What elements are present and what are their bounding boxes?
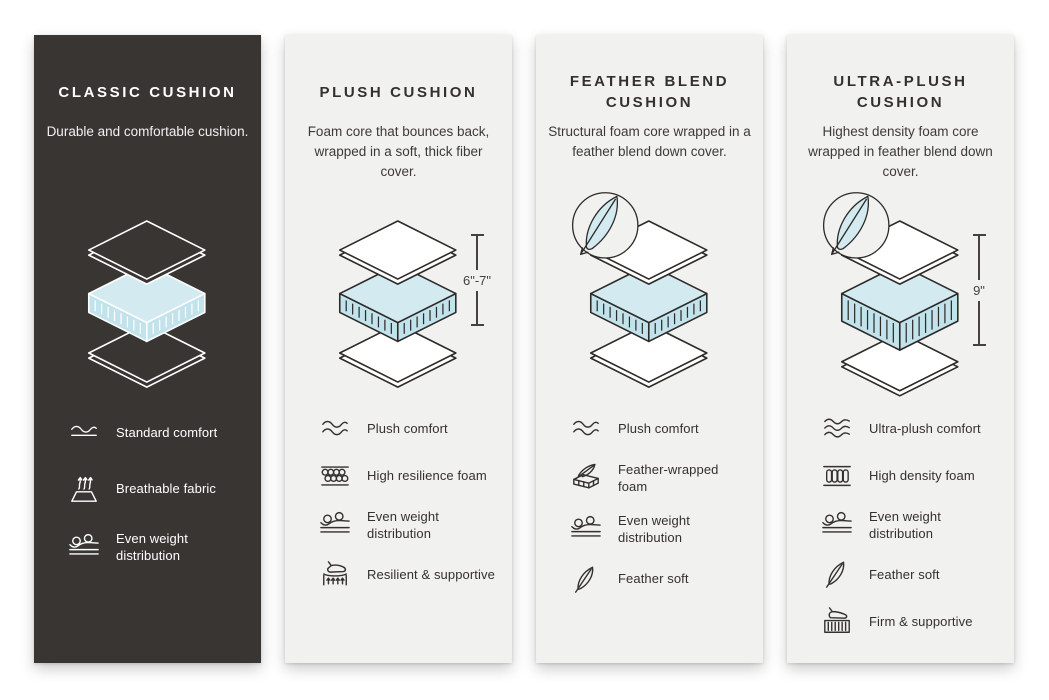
feature-row (315, 508, 498, 542)
even-weight-icon (65, 532, 103, 562)
layered-cushion-feather-icon (569, 192, 730, 398)
card-description: Structural foam core wrapped in a feather blend down cover. (548, 124, 751, 159)
feature-row (64, 474, 247, 504)
feature-label: Feather soft (869, 566, 940, 582)
feature-row (64, 418, 247, 448)
cushion-illustration (46, 188, 249, 402)
density-foam-icon (818, 461, 856, 491)
even-weight-icon (818, 510, 856, 540)
measure-line (978, 301, 980, 345)
feature-row (566, 564, 749, 594)
cushion-card-ultra-plush (787, 35, 1014, 663)
feature-list (799, 414, 1002, 636)
feather-foam-icon (567, 463, 605, 493)
feature-row (315, 461, 498, 491)
measure-label: 6"-7" (462, 272, 492, 288)
card-description: Highest density foam core wrapped in feather blend down cover. (808, 124, 993, 179)
feature-label: Plush comfort (618, 421, 699, 437)
card-title: PLUSH CUSHION (319, 83, 478, 101)
measure-line (978, 236, 980, 280)
wave-icon (567, 414, 605, 444)
feature-row (566, 414, 749, 444)
feature-label: Feather soft (618, 571, 689, 587)
feature-label: Even weight distribution (116, 531, 188, 564)
card-title: FEATHER BLEND CUSHION (569, 73, 730, 111)
card-title: ULTRA-PLUSH CUSHION (833, 73, 968, 111)
wave-icon (818, 414, 856, 444)
height-measure (458, 234, 496, 326)
feature-label: High resilience foam (367, 468, 487, 484)
feature-row (817, 414, 1000, 444)
firm-supportive-icon (818, 606, 856, 636)
cushion-illustration (799, 188, 1002, 402)
feature-label: Even weight distribution (869, 509, 941, 542)
feature-list (297, 414, 500, 589)
feature-label: Breathable fabric (116, 481, 216, 497)
feather-icon (818, 559, 856, 589)
cushion-card-plush (285, 35, 512, 663)
resilient-supportive-icon (316, 559, 354, 589)
feature-label: Plush comfort (367, 421, 448, 437)
feature-row (566, 461, 749, 495)
even-weight-icon (567, 514, 605, 544)
feature-label: Firm & supportive (869, 613, 973, 629)
feature-row (315, 414, 498, 444)
measure-line (476, 291, 478, 325)
wave-icon (65, 418, 103, 448)
feature-row (64, 530, 247, 564)
feature-label: Ultra-plush comfort (869, 421, 981, 437)
even-weight-icon (316, 510, 354, 540)
feature-list (46, 418, 249, 564)
feature-row (817, 606, 1000, 636)
feature-label: Standard comfort (116, 425, 218, 441)
feature-label: Even weight distribution (367, 509, 439, 542)
cushion-card-feather-blend (536, 35, 763, 663)
feature-label: Feather-wrapped foam (618, 462, 719, 495)
feature-label: High density foam (869, 468, 975, 484)
feature-list (548, 414, 751, 594)
wave-icon (316, 414, 354, 444)
measure-cap (973, 344, 986, 346)
cushion-illustration (548, 188, 751, 402)
layered-cushion-feather-icon (820, 192, 981, 398)
cushion-illustration (297, 188, 500, 402)
feature-row (315, 559, 498, 589)
layered-cushion-icon (318, 192, 479, 398)
measure-line (476, 236, 478, 270)
resilience-foam-icon (316, 461, 354, 491)
feature-row (817, 461, 1000, 491)
feature-label: Even weight distribution (618, 513, 690, 546)
card-description: Foam core that bounces back, wrapped in a soft, thick fiber cover. (307, 124, 490, 179)
measure-label: 9" (973, 282, 985, 298)
breathable-icon (65, 474, 103, 504)
card-title: CLASSIC CUSHION (58, 83, 237, 101)
feather-icon (567, 564, 605, 594)
cushion-card-classic (34, 35, 261, 663)
feature-row (566, 512, 749, 546)
feature-row (817, 508, 1000, 542)
feature-label: Resilient & supportive (367, 566, 495, 582)
card-description: Durable and comfortable cushion. (46, 124, 249, 139)
height-measure (960, 234, 998, 346)
feature-row (817, 559, 1000, 589)
layered-cushion-icon (67, 192, 228, 398)
measure-cap (471, 324, 484, 326)
